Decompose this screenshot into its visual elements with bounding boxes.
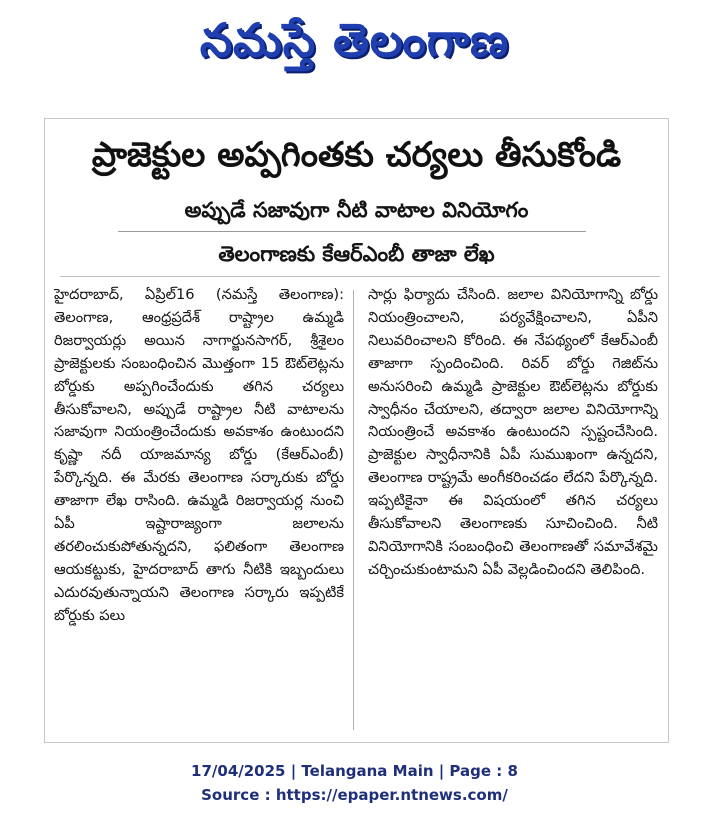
article-kicker: తెలంగాణకు కేఆర్ఎంబీ తాజా లేఖ [218,242,495,266]
article-headline: ప్రాజెక్టుల అప్పగింతకు చర్యలు తీసుకోండి [91,135,622,175]
article-column-right: సార్లు ఫిర్యాదు చేసింది. జలాల వినియోగాన్ని బోర్డు నియంత్రించాలని, పర్యవేక్షించాలని, ఏపీని నిలువరించాలని కోరింది. ఈ నేపథ్యంలో కేఆర్ఎంబీ తాజాగా స్పందించింది. రివర్ బోర్డు గెజిట్‌ను అనుసరించి ఉమ్మడి ప్రాజెక్టుల ఔట్‌లెట్లను బోర్డుకు స్వాధీనం చేయాలని, తద్వారా జలాల వినియోగాన్ని నియంత్రించే అవకాశం ఉంటుందని స్పష్టంచేసింది. ప్రాజెక్టుల స్వాధీనానికి ఏపీ సుముఖంగా ఉన్నదని, తెలంగాణ రాష్ట్రమే అంగీకరించడం లేదని పేర్కొన్నది. ఇప్పటికైనా ఈ విషయంలో తగిన చర్యలు తీసుకోవాలని తెలంగాణకు సూచించింది. నీటి వినియోగానికి సంబంధించి తెలంగాణతో సమావేశమై చర్చించుకుంటామని ఏపీ వెల్లడించిందని తెలిపింది. [368,286,658,578]
subhead-divider [118,231,586,232]
article-column-left: హైదరాబాద్, ఏప్రిల్16 (నమస్తే తెలంగాణ): తెలంగాణ, ఆంధ్రప్రదేశ్ రాష్ట్రాల ఉమ్మడి రిజర్వాయర్లు అయిన నాగార్జునసాగర్, శ్రీశైలం ప్రాజెక్టులకు సంబంధించిన మొత్తంగా 15 ఔట్‌లెట్లను బోర్డుకు అప్పగించేందుకు తగిన చర్యలు తీసుకోవాలని, అప్పుడే రాష్ట్రాల నీటి వాటాలను సజావుగా నియంత్రించేందుకు అవకాశం ఉంటుందని కృష్ణా నదీ యాజమాన్య బోర్డు (కేఆర్ఎంబీ) పేర్కొన్నది. ఈ మేరకు తెలంగాణ సర్కారుకు బోర్డు తాజాగా లేఖ రాసింది. ఉమ్మడి రిజర్వాయర్ల నుంచి ఏపీ ఇష్టారాజ్యంగా జలాలను తరలించుకుపోతున్నదని, ఫలితంగా తెలంగాణ ఆయకట్టుకు, హైదరాబాద్ తాగు నీటికి ఇబ్బందులు ఎదురవుతున్నాయని తెలంగాణ సర్కారు ఇప్పటికే బోర్డుకు పలు [54,286,344,624]
edition-caption: 17/04/2025 | Telangana Main | Page : 8 [191,762,518,780]
newspaper-masthead [0,4,709,76]
masthead-logo-text: నమస్తే తెలంగాణ [199,13,510,67]
article-subheadline: అప్పుడే సజావుగా నీటి వాటాల వినియోగం [184,198,529,222]
column-divider [353,290,354,730]
source-caption: Source : https://epaper.ntnews.com/ [201,786,508,804]
article-body [50,284,664,736]
body-top-divider [60,276,660,277]
